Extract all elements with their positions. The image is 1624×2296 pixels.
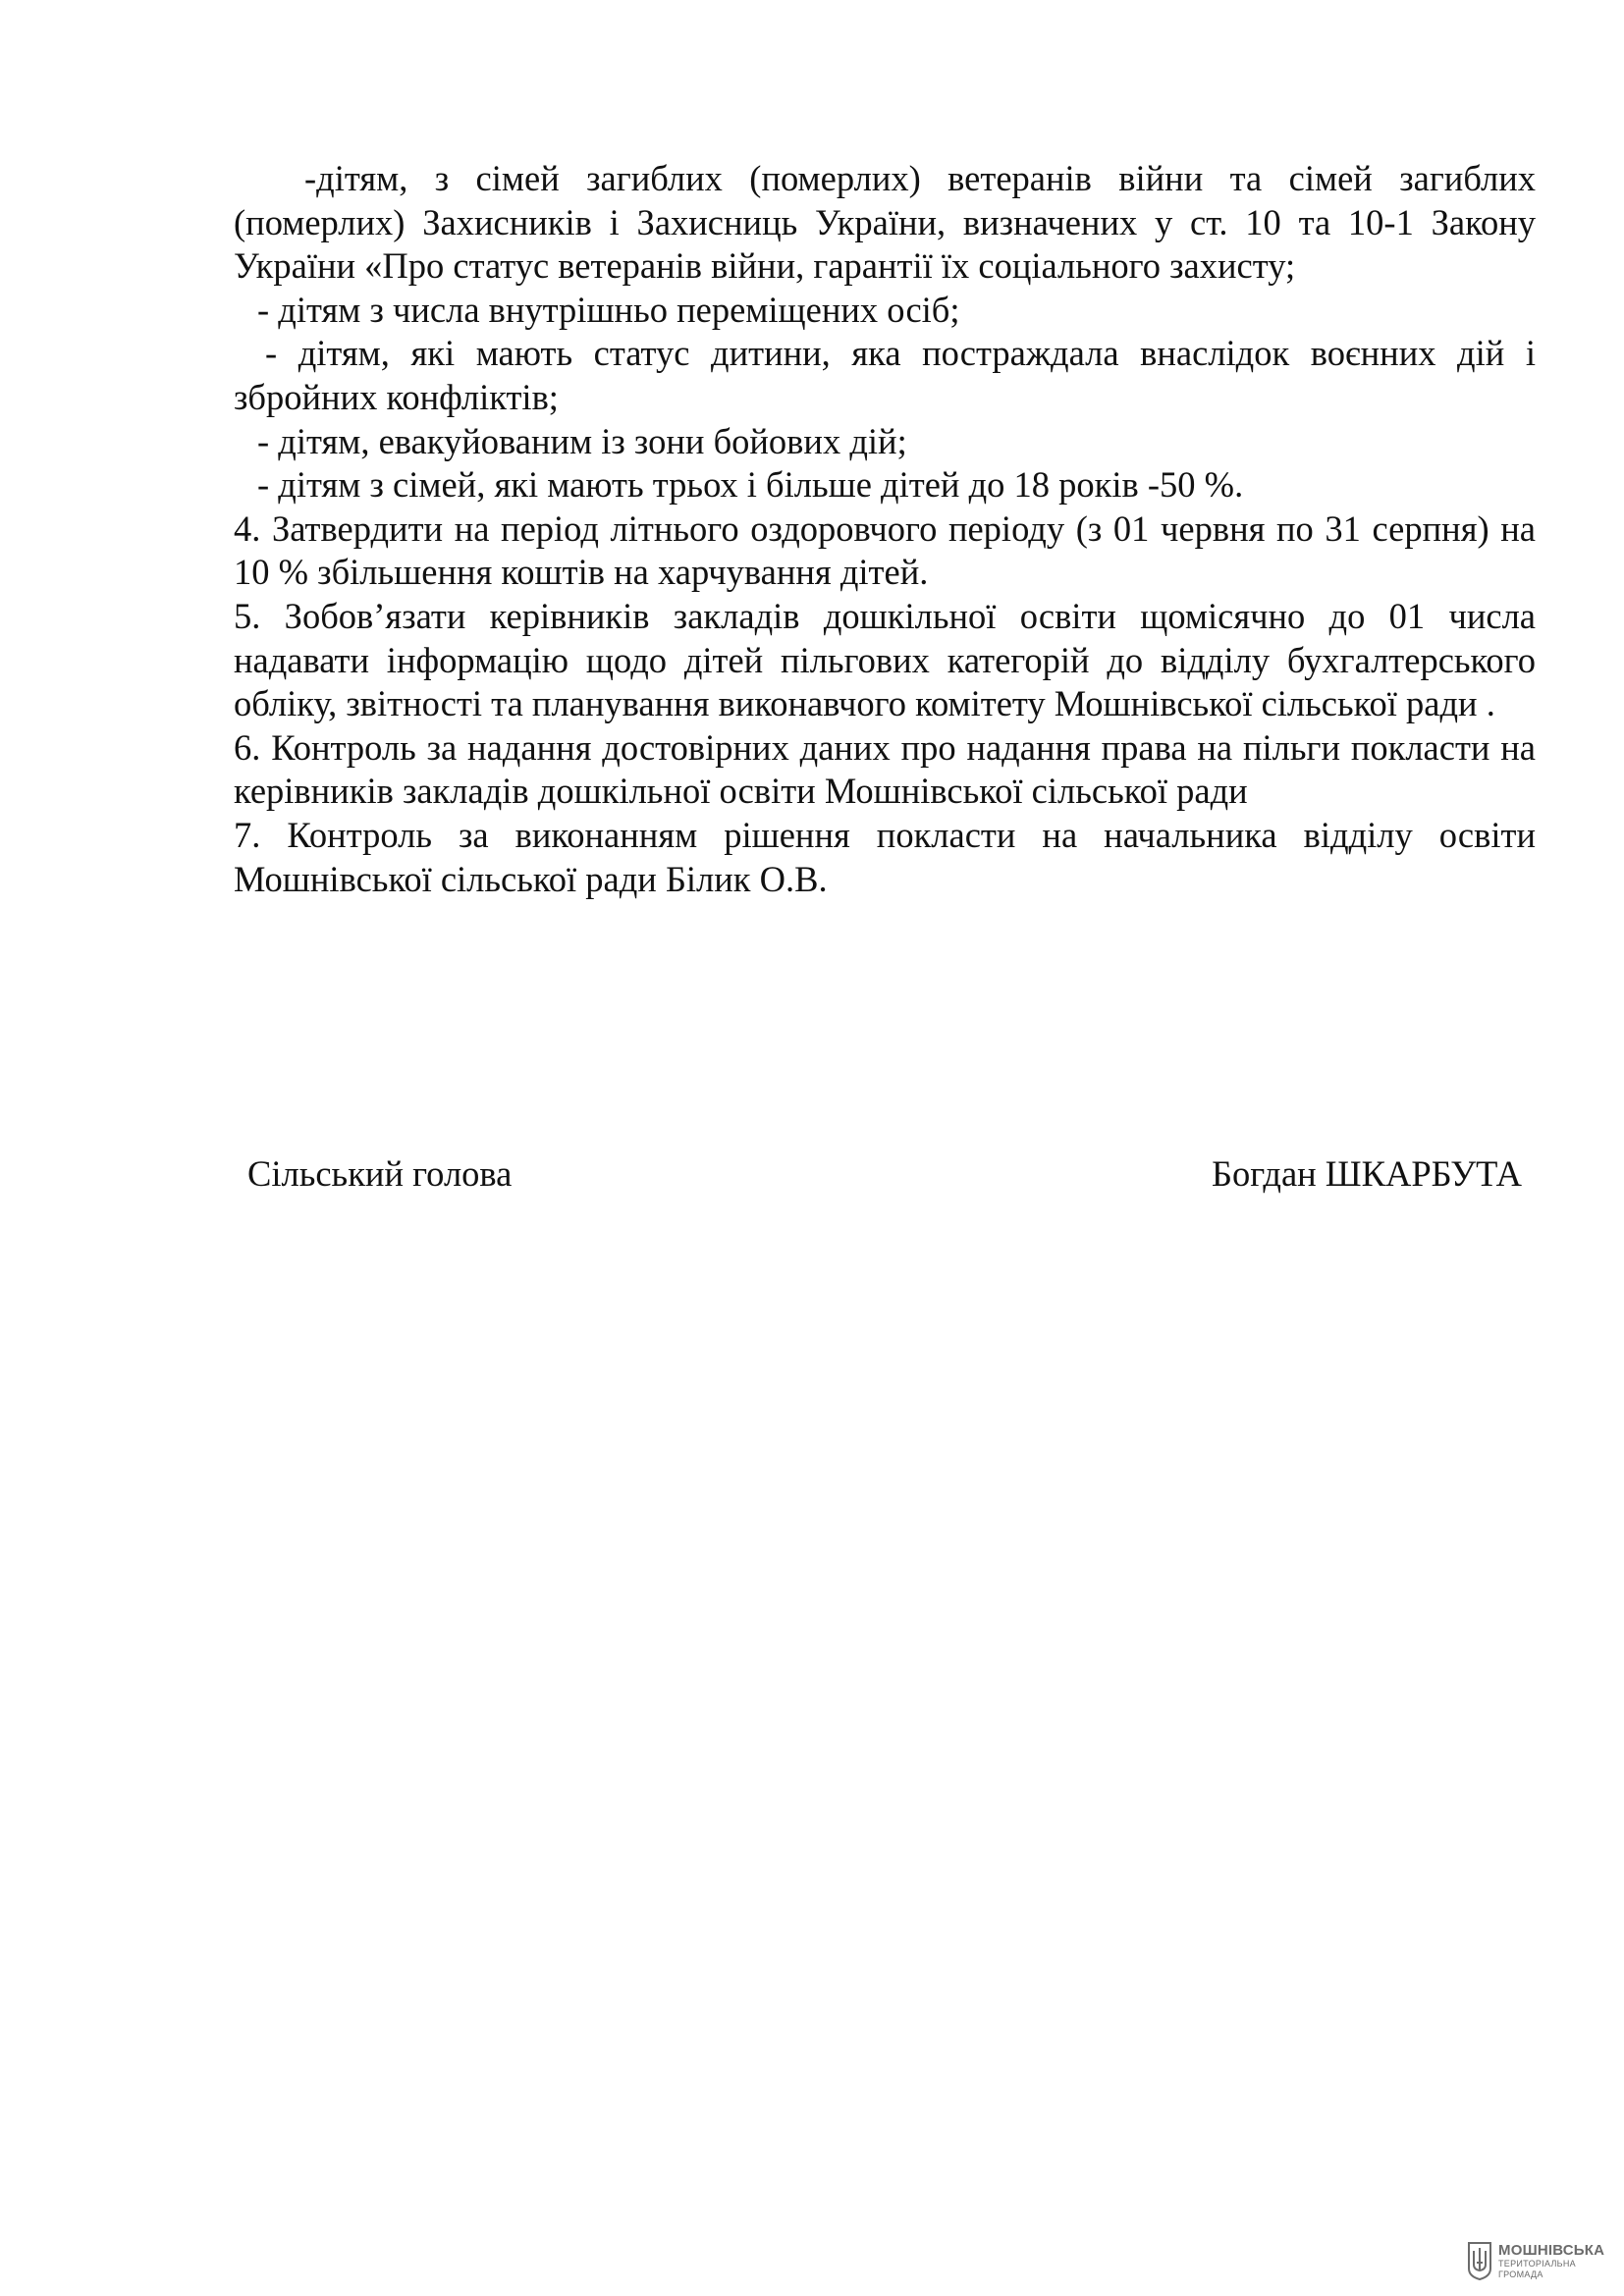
- signatory-position: Сільський голова: [247, 1153, 513, 1194]
- paragraph-item-6: 6. Контроль за надання достовірних даних про надання права на пільги покласти на керівників закладів дошкільної освіти Мошнівської сільської ради: [234, 726, 1536, 812]
- paragraph-item-5: 5. Зобов’язати керівників закладів дошкільної освіти щомісячно до 01 числа надавати інформацію щодо дітей пільгових категорій до відділу бухгалтерського обліку, звітності та планування виконавчого комітету Мошнівської сільської ради .: [234, 595, 1536, 724]
- document-body: [234, 157, 1536, 901]
- paragraph-item-4: 4. Затвердити на період літнього оздоровчого періоду (з 01 червня по 31 серпня) на 10 % збільшення коштів на харчування дітей.: [234, 507, 1536, 593]
- paragraph-evacuated-children: - дітям, евакуйованим із зони бойових дій;: [257, 420, 907, 461]
- logo-text: [1498, 2243, 1604, 2279]
- community-logo: [1467, 2235, 1614, 2286]
- signatory-name: Богдан ШКАРБУТА: [1212, 1153, 1522, 1194]
- paragraph-idp-children: - дітям з числа внутрішньо переміщених осіб;: [257, 289, 960, 330]
- signature-block: [0, 1152, 1624, 1201]
- paragraph-large-families: - дітям з сімей, які мають трьох і більше дітей до 18 років -50 %.: [257, 464, 1244, 506]
- logo-subtitle-2: ГРОМАДА: [1498, 2269, 1543, 2279]
- paragraph-children-of-fallen: -дітям, з сімей загиблих (померлих) ветеранів війни та сімей загиблих (померлих) Захисників і Захисниць України, визначених у ст. 10 та 10-1 Закону України «Про статус ветеранів війни, гарантії їх соціального захисту;: [234, 158, 1536, 287]
- logo-subtitle-1: ТЕРИТОРІАЛЬНА: [1498, 2258, 1576, 2269]
- paragraph-war-affected-children: - дітям, які мають статус дитини, яка постраждала внаслідок воєнних дій і збройних конфліктів;: [234, 333, 1536, 417]
- paragraph-item-7: 7. Контроль за виконанням рішення покласти на начальника відділу освіти Мошнівської сільської ради Білик О.В.: [234, 814, 1536, 899]
- trident-emblem-icon: [1467, 2241, 1492, 2280]
- logo-title: МОШНІВСЬКА: [1498, 2241, 1605, 2259]
